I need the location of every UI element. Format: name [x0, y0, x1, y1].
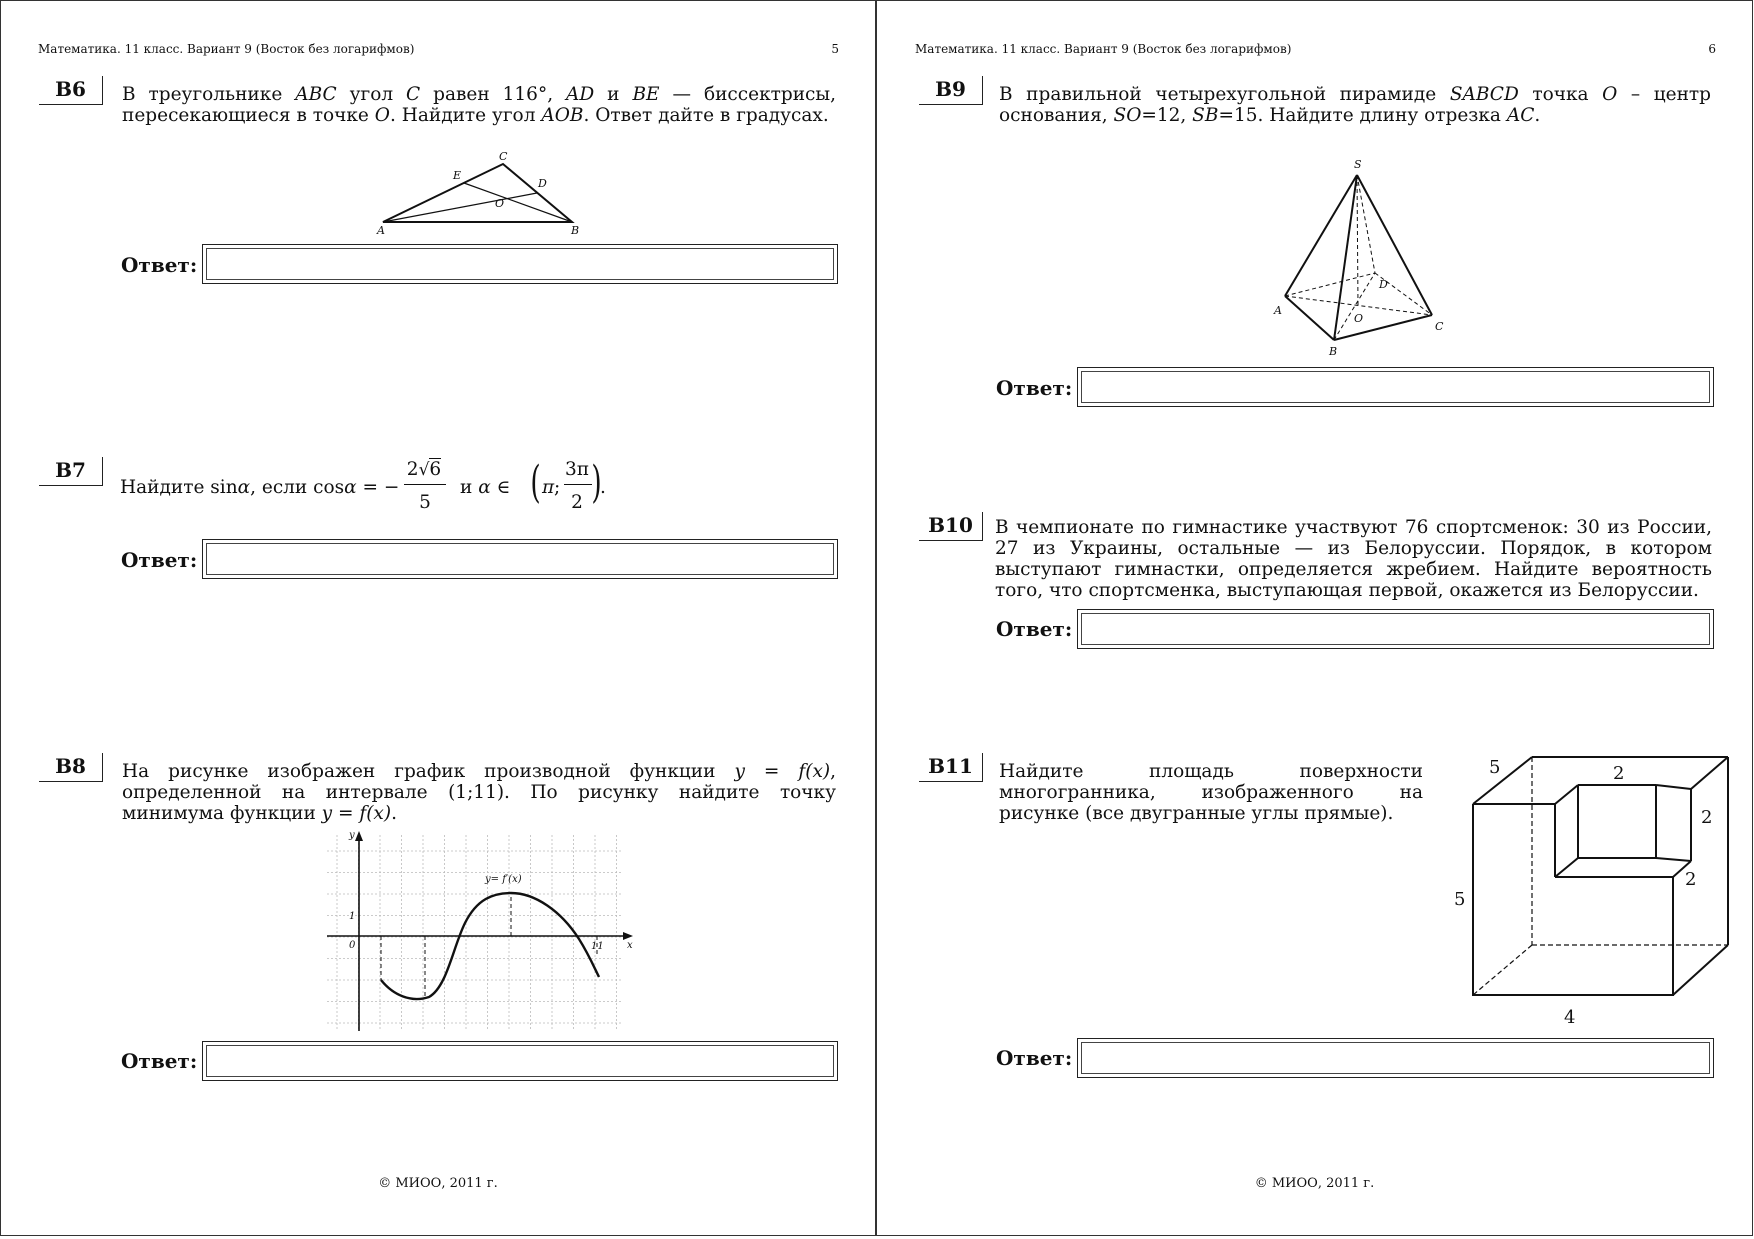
dim-top-left: 5 [1489, 757, 1501, 778]
dim-bottom: 4 [1564, 1007, 1576, 1028]
right-page [876, 0, 1753, 1236]
triangle-figure [371, 149, 591, 237]
label-b: B [1329, 345, 1338, 357]
answer-input-b11[interactable] [1077, 1038, 1714, 1078]
problem-text-b7: Найдите sinα, если cosα = − 2√6 5 и α ∈ ( π ; 3π 2 ) . [120, 457, 606, 513]
label-s: S [1354, 158, 1362, 171]
answer-input-b8[interactable] [202, 1041, 838, 1081]
page-header-title: Математика. 11 класс. Вариант 9 (Восток без логарифмов) [915, 42, 1292, 56]
answer-input-b9[interactable] [1077, 367, 1714, 407]
label-o: O [1354, 312, 1364, 325]
page-footer: © МИОО, 2011 г. [1254, 1176, 1375, 1191]
page-footer: © МИОО, 2011 г. [378, 1176, 498, 1191]
problem-label-b8: B8 [39, 753, 103, 782]
problem-text-b11: Найдите площадь поверхности многогранника, изображенного на рисунке (все двугранные углы прямые). [999, 761, 1423, 824]
eleven-label: 11 [591, 941, 604, 952]
label-e: E [453, 169, 462, 182]
answer-label: Ответ: [996, 376, 1073, 400]
curve-label: y= f′(x) [485, 874, 522, 885]
problem-label-b9: B9 [919, 76, 983, 105]
answer-label: Ответ: [121, 1049, 198, 1073]
answer-input-b10[interactable] [1077, 609, 1714, 649]
polyhedron-figure [1437, 749, 1737, 1029]
problem-text-b10: В чемпионате по гимнастике участвуют 76 спортсменок: 30 из России, 27 из Украины, остальные — из Белоруссии. Порядок, в котором выступают гимнастки, определяется жребием. Найдите вероятность того, что спортсменка, выступающая первой, окажется из Белоруссии. [995, 517, 1712, 601]
dim-right-upper: 2 [1701, 807, 1713, 828]
one-label: 1 [349, 911, 356, 922]
problem-label-b6: B6 [39, 76, 103, 105]
label-a: A [377, 224, 385, 237]
problem-label-b11: B11 [919, 753, 983, 782]
answer-label: Ответ: [121, 548, 198, 572]
x-axis-label: x [627, 940, 633, 951]
derivative-graph [321, 827, 637, 1035]
pyramid-figure [1257, 151, 1457, 357]
left-page [0, 0, 877, 1236]
dim-right-lower: 2 [1685, 869, 1697, 890]
dim-top: 2 [1613, 763, 1625, 784]
problem-text-b9: В правильной четырехугольной пирамиде SABCD точка O – центр основания, SO=12, SB=15. Найдите длину отрезка AC. [999, 84, 1712, 126]
label-b: B [571, 224, 580, 237]
answer-input-b6[interactable] [202, 244, 838, 284]
answer-label: Ответ: [996, 1046, 1073, 1070]
origin-label: 0 [349, 940, 356, 951]
answer-label: Ответ: [996, 617, 1073, 641]
label-a: A [1274, 304, 1282, 317]
problem-text-b8: На рисунке изображен график производной функции y = f(x), определенной на интервале (1;11). По рисунку найдите точку минимума функции y = f(x). [122, 761, 836, 824]
problem-text-b6: В треугольнике ABC угол C равен 116°, AD и BE — биссектрисы, пересекающиеся в точке O. Найдите угол AOB. Ответ дайте в градусах. [122, 84, 837, 126]
y-axis-label: y [349, 830, 355, 841]
page-number: 5 [831, 42, 839, 56]
label-o: O [495, 197, 505, 210]
problem-label-b10: B10 [919, 512, 983, 541]
label-d: D [1379, 278, 1388, 291]
page-number: 6 [1708, 42, 1716, 56]
answer-input-b7[interactable] [202, 539, 838, 579]
label-d: D [538, 177, 547, 190]
dim-left: 5 [1454, 889, 1466, 910]
answer-label: Ответ: [121, 253, 198, 277]
label-c: C [1435, 320, 1444, 333]
problem-label-b7: B7 [39, 457, 103, 486]
page-header-title: Математика. 11 класс. Вариант 9 (Восток без логарифмов) [38, 42, 415, 56]
label-c: C [499, 150, 508, 163]
